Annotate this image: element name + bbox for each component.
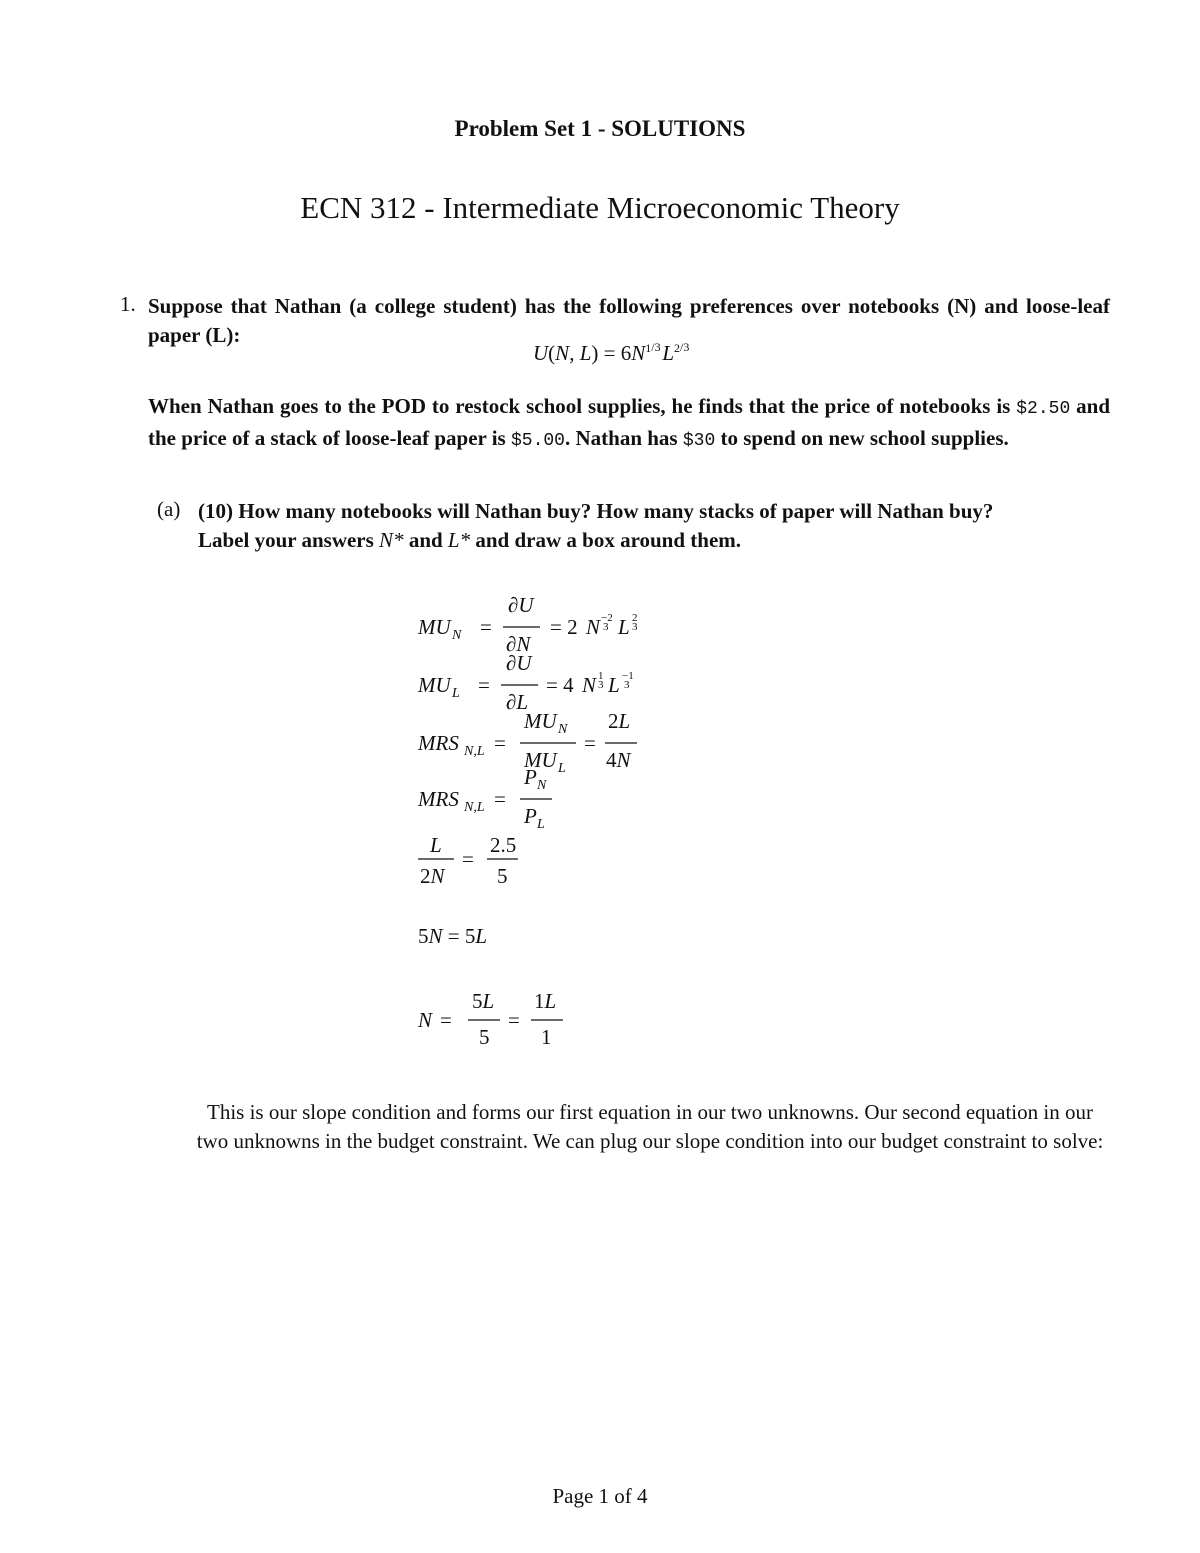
svg-text:L: L bbox=[558, 761, 566, 776]
svg-text:N,L: N,L bbox=[464, 800, 485, 815]
svg-text:=: = bbox=[494, 731, 506, 755]
svg-text:5L: 5L bbox=[472, 989, 495, 1013]
svg-text:3: 3 bbox=[632, 621, 638, 633]
svg-text:MRS: MRS bbox=[418, 731, 459, 755]
svg-text:P: P bbox=[524, 804, 537, 828]
svg-text:∂N: ∂N bbox=[506, 632, 531, 656]
svg-text:2.5: 2.5 bbox=[490, 833, 517, 857]
svg-text:N: N bbox=[558, 722, 568, 737]
svg-text:5: 5 bbox=[497, 864, 508, 888]
svg-text:1: 1 bbox=[541, 1025, 552, 1049]
svg-text:∂U: ∂U bbox=[508, 593, 534, 617]
context-text-4: to spend on new school supplies. bbox=[720, 426, 1009, 450]
derivation-equations bbox=[400, 580, 720, 1060]
svg-text:P: P bbox=[524, 765, 537, 789]
svg-text:3: 3 bbox=[598, 679, 604, 691]
svg-text:MU: MU bbox=[418, 673, 451, 697]
part-a-conj: and bbox=[408, 528, 443, 552]
part-a-question bbox=[198, 497, 1110, 555]
svg-text:2: 2 bbox=[632, 612, 638, 624]
svg-text:N,L: N,L bbox=[464, 744, 485, 759]
page-number: Page 1 of 4 bbox=[552, 1484, 648, 1508]
svg-text:5N = 5L: 5N = 5L bbox=[418, 924, 488, 948]
question-number: 1. bbox=[120, 292, 136, 316]
eq-mu-l bbox=[417, 651, 634, 714]
problem-set-title: Problem Set 1 - SOLUTIONS bbox=[454, 116, 746, 141]
svg-text:L: L bbox=[452, 686, 460, 701]
svg-text:MU: MU bbox=[418, 615, 451, 639]
svg-text:L: L bbox=[608, 673, 620, 697]
svg-text:1L: 1L bbox=[534, 989, 557, 1013]
eq-solve bbox=[417, 989, 563, 1049]
question-context bbox=[148, 392, 1110, 456]
explanation-paragraph: This is our slope condition and forms our first equation in our two unknowns. Our second equation in our two unknowns in the budget constraint. We can plug our slope condition into our budget constraint to solve: bbox=[196, 1100, 1104, 1153]
question-prompt: Suppose that Nathan (a college student) has the following preferences over notebooks (N) and loose-leaf paper (L): bbox=[148, 294, 1110, 347]
svg-text:MRS: MRS bbox=[418, 787, 459, 811]
part-a-question-1: How many notebooks will Nathan buy? How many stacks of paper will Nathan buy? bbox=[238, 499, 994, 523]
eq-cross bbox=[418, 924, 487, 948]
svg-text:N: N bbox=[586, 615, 601, 639]
svg-text:N: N bbox=[418, 1008, 433, 1032]
svg-text:=: = bbox=[508, 1008, 520, 1032]
svg-text:−2: −2 bbox=[601, 612, 613, 624]
svg-text:3: 3 bbox=[603, 621, 609, 633]
svg-text:1: 1 bbox=[598, 670, 604, 682]
svg-text:2L: 2L bbox=[608, 709, 631, 733]
eq-mu-n bbox=[417, 593, 638, 656]
svg-text:∂L: ∂L bbox=[506, 690, 529, 714]
svg-text:L: L bbox=[618, 615, 630, 639]
context-text-2: and the price of a stack of loose-leaf paper is bbox=[148, 394, 1111, 450]
svg-text:=: = bbox=[480, 615, 492, 639]
utility-function: U(N, $L) = 6N^{1/3}$ $L^{2/3}$ bbox=[533, 340, 690, 365]
eq-ratio bbox=[418, 833, 518, 888]
answer-l-label: L* bbox=[447, 528, 471, 552]
svg-text:5: 5 bbox=[479, 1025, 490, 1049]
svg-text:∂U: ∂U bbox=[506, 651, 532, 675]
svg-text:=: = bbox=[494, 787, 506, 811]
svg-text:−1: −1 bbox=[622, 670, 634, 682]
eq-mrs-price bbox=[417, 765, 552, 832]
price-notebooks: $2.50 bbox=[1016, 399, 1071, 419]
svg-text:3: 3 bbox=[624, 679, 630, 691]
context-text-1: When Nathan goes to the POD to restock school supplies, he finds that the price of notebooks is bbox=[148, 394, 1011, 418]
svg-text:=: = bbox=[440, 1008, 452, 1032]
svg-text:N: N bbox=[537, 778, 547, 793]
svg-text:=: = bbox=[478, 673, 490, 697]
svg-text:MU: MU bbox=[524, 709, 557, 733]
svg-text:L: L bbox=[537, 817, 545, 832]
context-text-3: . Nathan has bbox=[564, 426, 678, 450]
part-a-question-2-pre: Label your answers bbox=[198, 528, 374, 552]
svg-text:N: N bbox=[582, 673, 597, 697]
answer-n-label: N* bbox=[379, 528, 404, 552]
svg-text:MU: MU bbox=[524, 748, 557, 772]
svg-text:4N: 4N bbox=[606, 748, 631, 772]
svg-text:= 4: = 4 bbox=[546, 673, 574, 697]
part-a-points: (10) bbox=[198, 499, 233, 523]
svg-text:= 2: = 2 bbox=[550, 615, 578, 639]
part-a-label: (a) bbox=[157, 497, 181, 521]
price-paper: $5.00 bbox=[510, 431, 565, 451]
course-title: ECN 312 - Intermediate Microeconomic Theory bbox=[300, 190, 900, 225]
svg-text:=: = bbox=[584, 731, 596, 755]
income: $30 bbox=[682, 431, 716, 451]
svg-text:L: L bbox=[430, 833, 442, 857]
svg-text:2N: 2N bbox=[420, 864, 445, 888]
svg-text:=: = bbox=[462, 847, 474, 871]
svg-text:N: N bbox=[452, 628, 462, 643]
part-a-question-2-post: and draw a box around them. bbox=[475, 528, 742, 552]
